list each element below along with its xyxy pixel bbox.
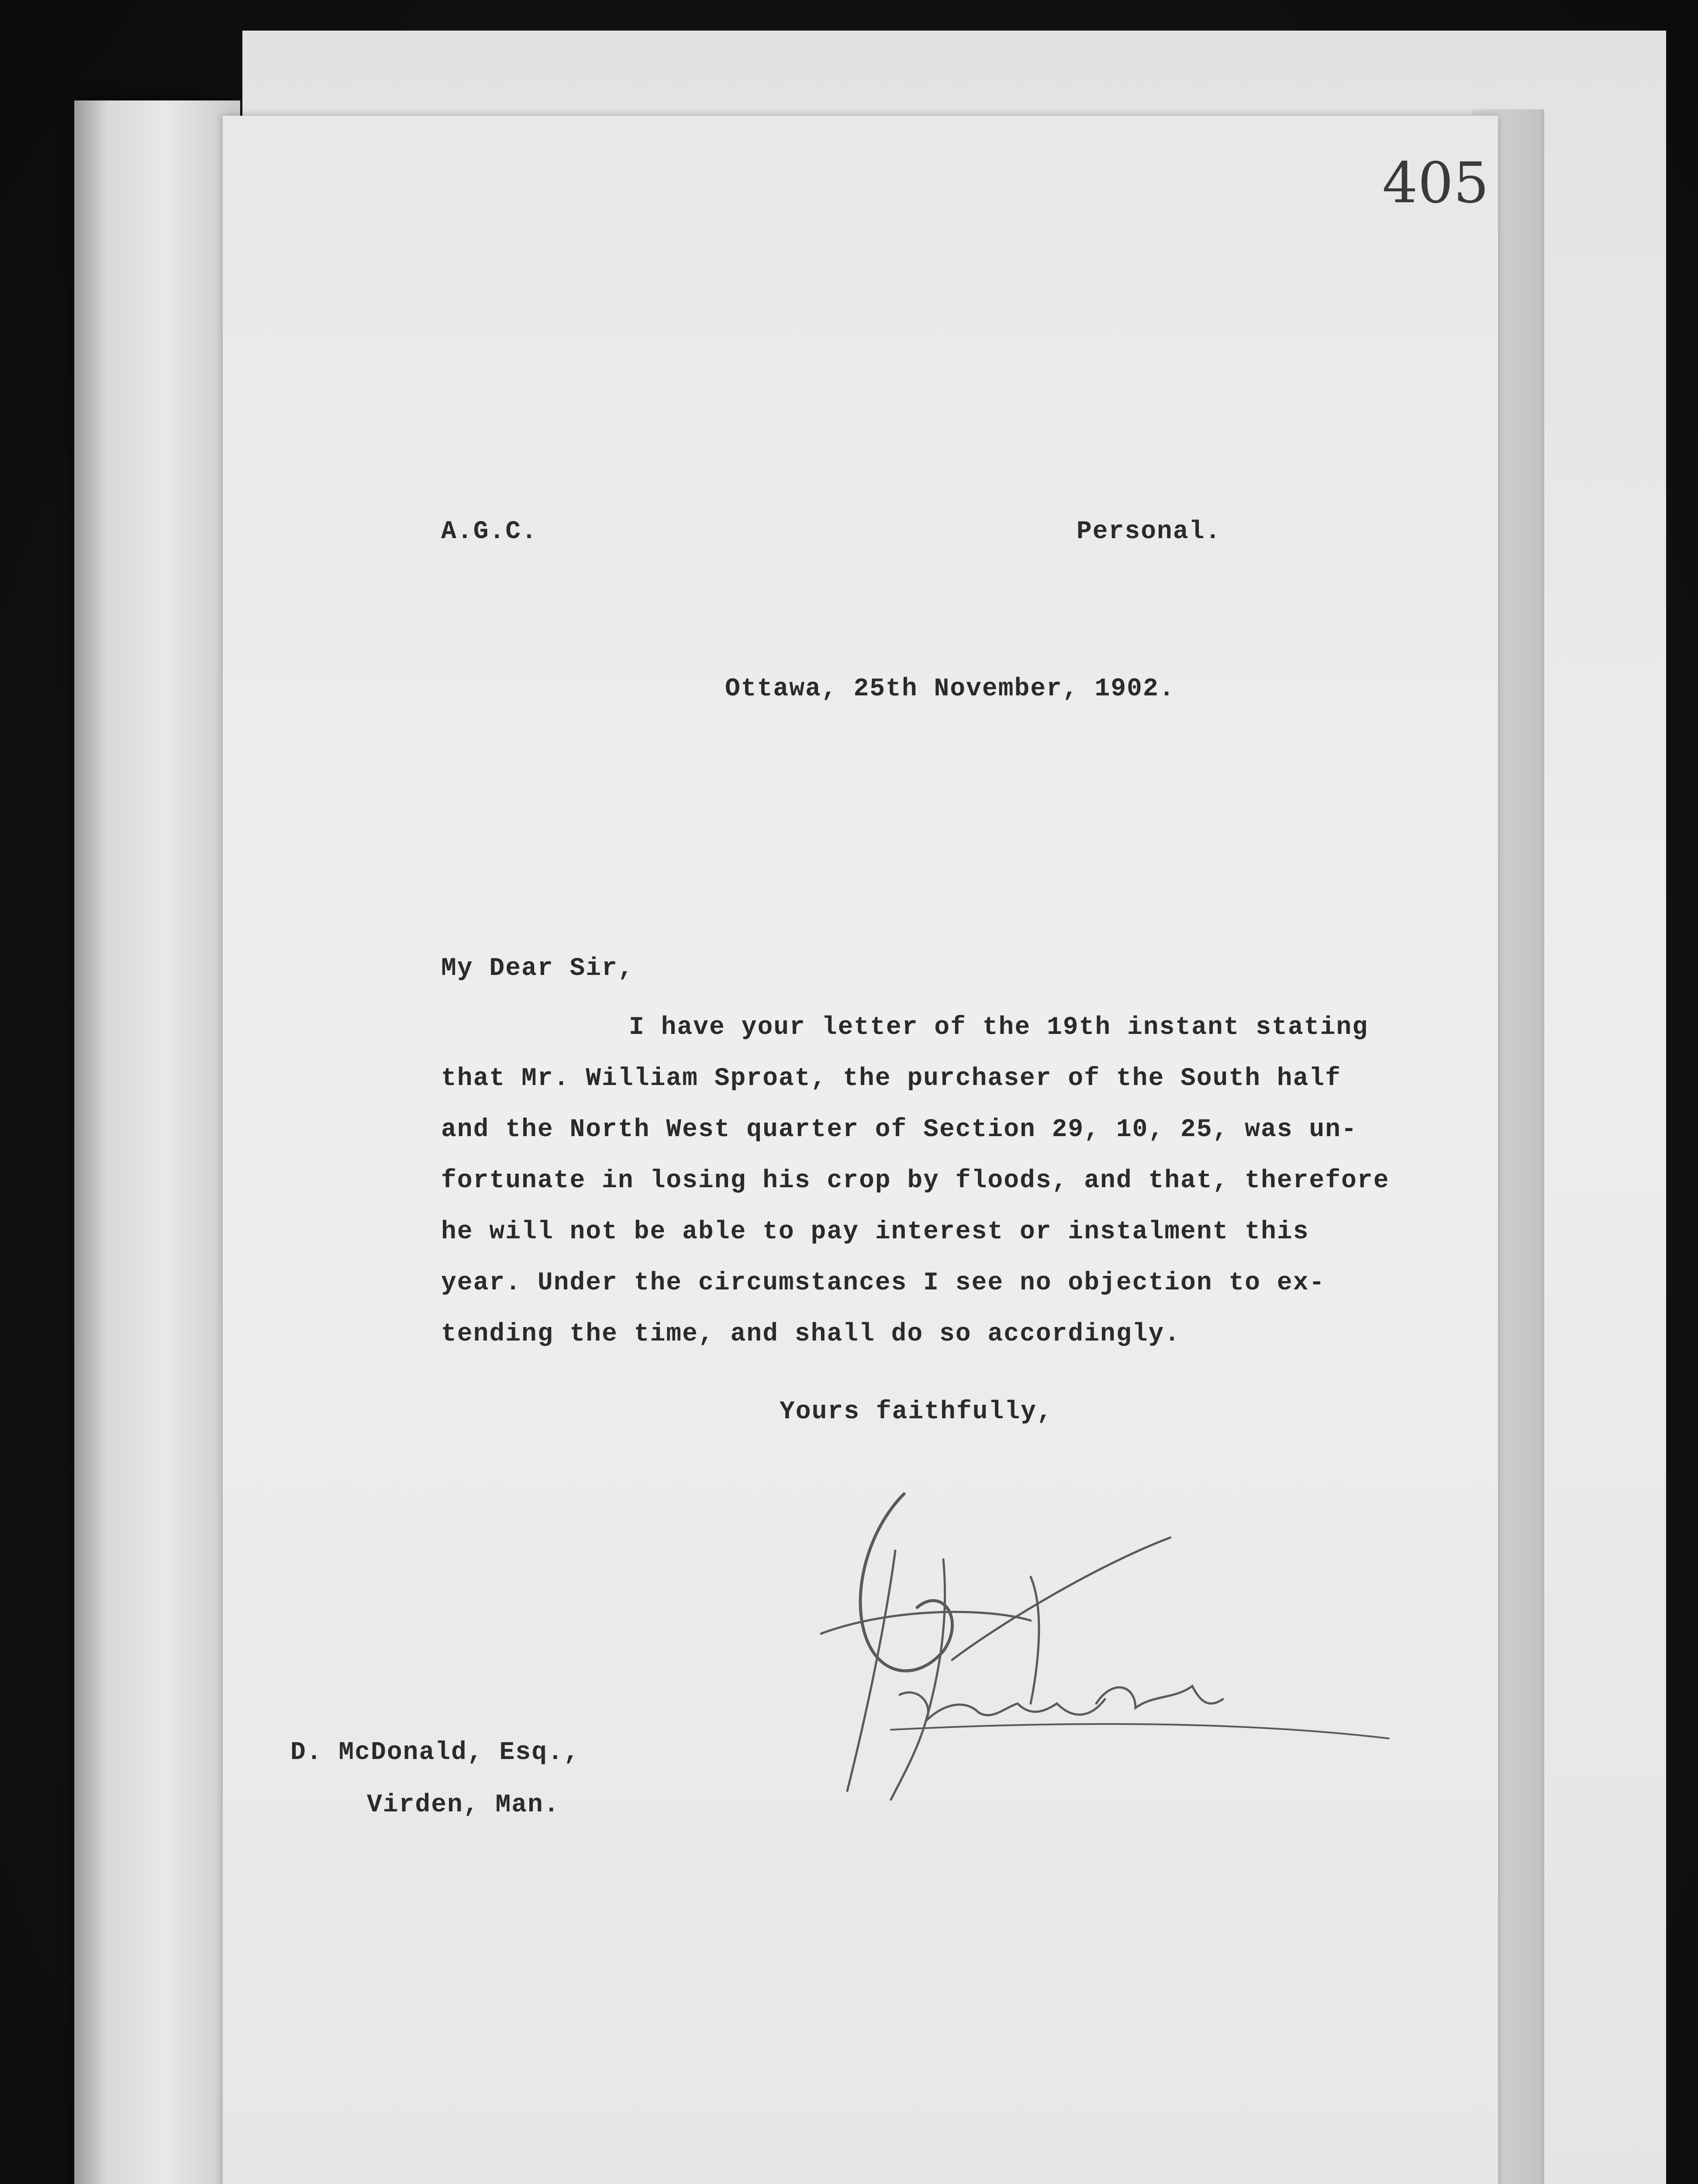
body-line: he will not be able to pay interest or instalment this: [441, 1218, 1309, 1246]
header-left-mark: A.G.C.: [441, 518, 538, 546]
dateline: Ottawa, 25th November, 1902.: [725, 675, 1175, 703]
body-line: fortunate in losing his crop by floods, and that, therefore: [441, 1167, 1390, 1195]
body-line: I have your letter of the 19th instant stating: [629, 1013, 1369, 1042]
body-line: that Mr. William Sproat, the purchaser of the South half: [441, 1064, 1342, 1093]
addressee-name: D. McDonald, Esq.,: [290, 1738, 580, 1767]
addressee-location: Virden, Man.: [367, 1791, 560, 1819]
signature: [760, 1476, 1406, 1808]
closing: Yours faithfully,: [780, 1398, 1053, 1426]
page-number: 405: [1382, 151, 1489, 216]
body-line: tending the time, and shall do so accordingly.: [441, 1320, 1181, 1348]
salutation: My Dear Sir,: [441, 954, 634, 983]
header-right-mark: Personal.: [1077, 518, 1222, 546]
letter-page: [223, 116, 1498, 2184]
body-line: and the North West quarter of Section 29, 10, 25, was un-: [441, 1116, 1357, 1144]
underlying-sheet-left: [74, 100, 240, 2184]
body-line: year. Under the circumstances I see no objection to ex-: [441, 1269, 1325, 1297]
